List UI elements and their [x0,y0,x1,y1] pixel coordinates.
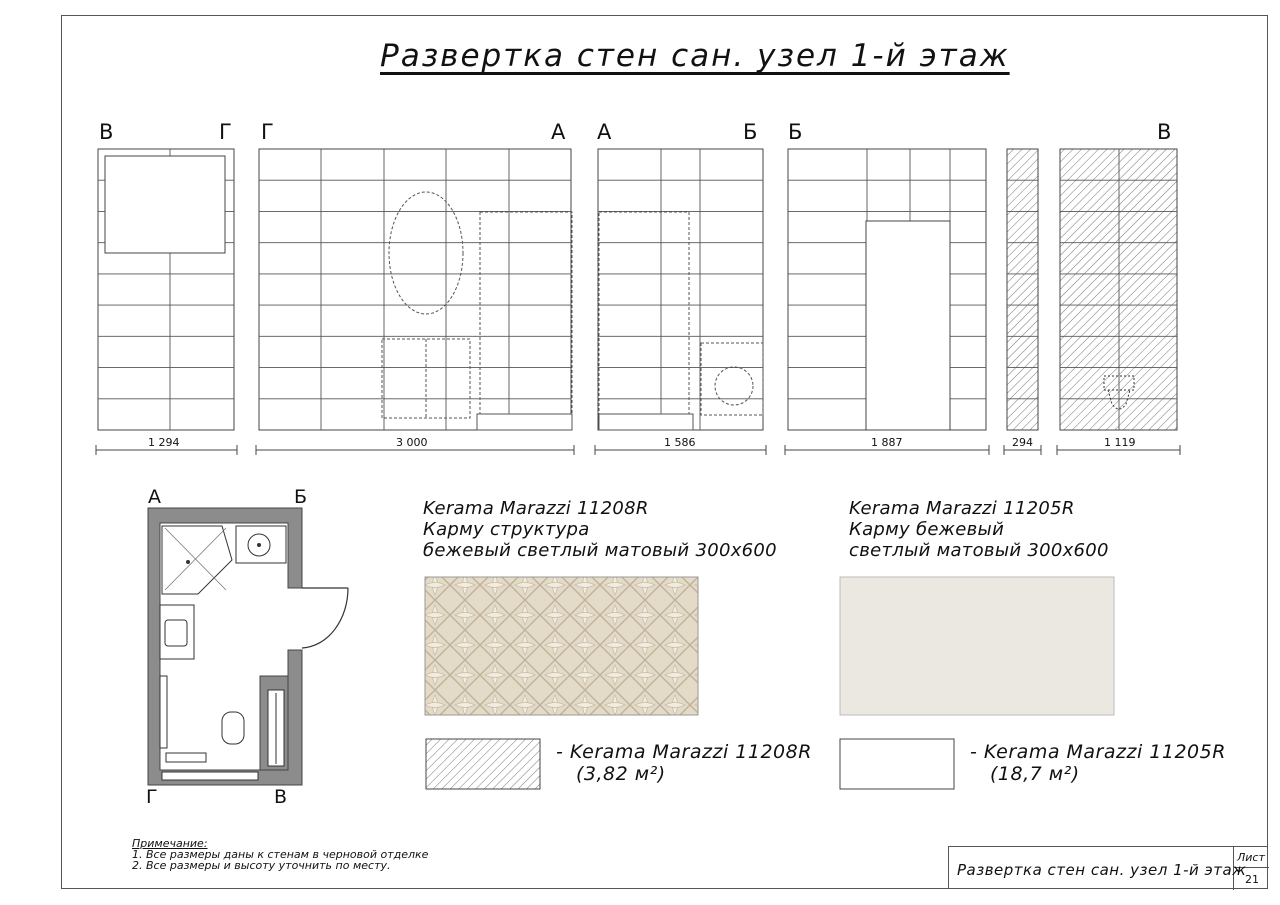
wall-panel [598,149,763,430]
legend-name: - Kerama Marazzi 11208R [556,741,812,763]
material-line: Карму бежевый [849,519,1005,540]
page-title: Развертка стен сан. узел 1-й этаж [380,38,1010,74]
sheet-number: 21 [1245,873,1259,886]
material-line: Kerama Marazzi 11205R [849,498,1075,519]
material-description [423,498,777,561]
notes-block [132,838,428,871]
wall-panel [259,149,571,430]
elevation-v-hatched-narrow [1007,149,1038,430]
plan-towel-rail [160,676,167,748]
swatch-11208r [425,577,698,715]
legend-area: (3,82 м²) [576,763,666,785]
wall-label: В [1157,120,1172,144]
plan-radiator [166,753,206,762]
dimension-value: 3 000 [396,436,428,449]
legend-entry [556,741,812,785]
floor-plan [148,508,348,785]
wall-label: А [597,120,612,144]
legend-area: (18,7 м²) [990,763,1080,785]
plan-label-g: Г [146,786,158,808]
plan-label-v: В [274,786,288,808]
plan-label-b: Б [294,486,308,508]
wall-elevations [98,149,1177,430]
notes-heading: Примечание: [132,837,208,850]
elevation-a-b [598,149,763,430]
title-block-name: Развертка стен сан. узел 1-й этаж [957,861,1247,879]
dimension-value: 1 294 [148,436,180,449]
wall-label: А [551,120,566,144]
shower-tray-left [477,414,572,430]
wall-panel [1060,149,1177,430]
wall-label: В [99,120,114,144]
shower-tray-right [599,414,693,430]
wall-label: Г [261,120,274,144]
swatch-11205r [840,577,1114,715]
wall-label: Г [219,120,232,144]
wall-label: Б [788,120,803,144]
plan-washing-machine [236,526,286,563]
material-line: Карму структура [423,519,590,540]
door-opening [866,221,950,430]
note-item: 1. Все размеры даны к стенам в черновой отделке [132,848,429,861]
dimension-value: 294 [1012,436,1033,449]
material-line: светлый матовый 300x600 [849,540,1109,561]
sheet-label: Лист [1237,851,1265,864]
legend-key-hatched [426,739,540,789]
plan-toilet [222,712,244,744]
elevation-v-hatched [1060,149,1177,430]
note-item: 2. Все размеры и высоту уточнить по месту. [132,859,391,872]
material-description [849,498,1109,561]
window-opening [105,156,225,253]
material-line: бежевый светлый матовый 300x600 [423,540,777,561]
tile-swatches [425,577,1114,715]
legend-entry [970,741,1226,785]
wall-panel [1007,149,1038,430]
legend-key-plain [840,739,954,789]
material-line: Kerama Marazzi 11208R [423,498,649,519]
plan-door-swing [302,588,348,648]
wall-label: Б [743,120,758,144]
dimension-value: 1 119 [1104,436,1136,449]
dimension-value: 1 586 [664,436,696,449]
plan-label-a: А [148,486,161,508]
legend-name: - Kerama Marazzi 11205R [970,741,1226,763]
title-block [948,846,1268,889]
elevation-g-a [259,149,571,430]
dimension-value: 1 887 [871,436,903,449]
